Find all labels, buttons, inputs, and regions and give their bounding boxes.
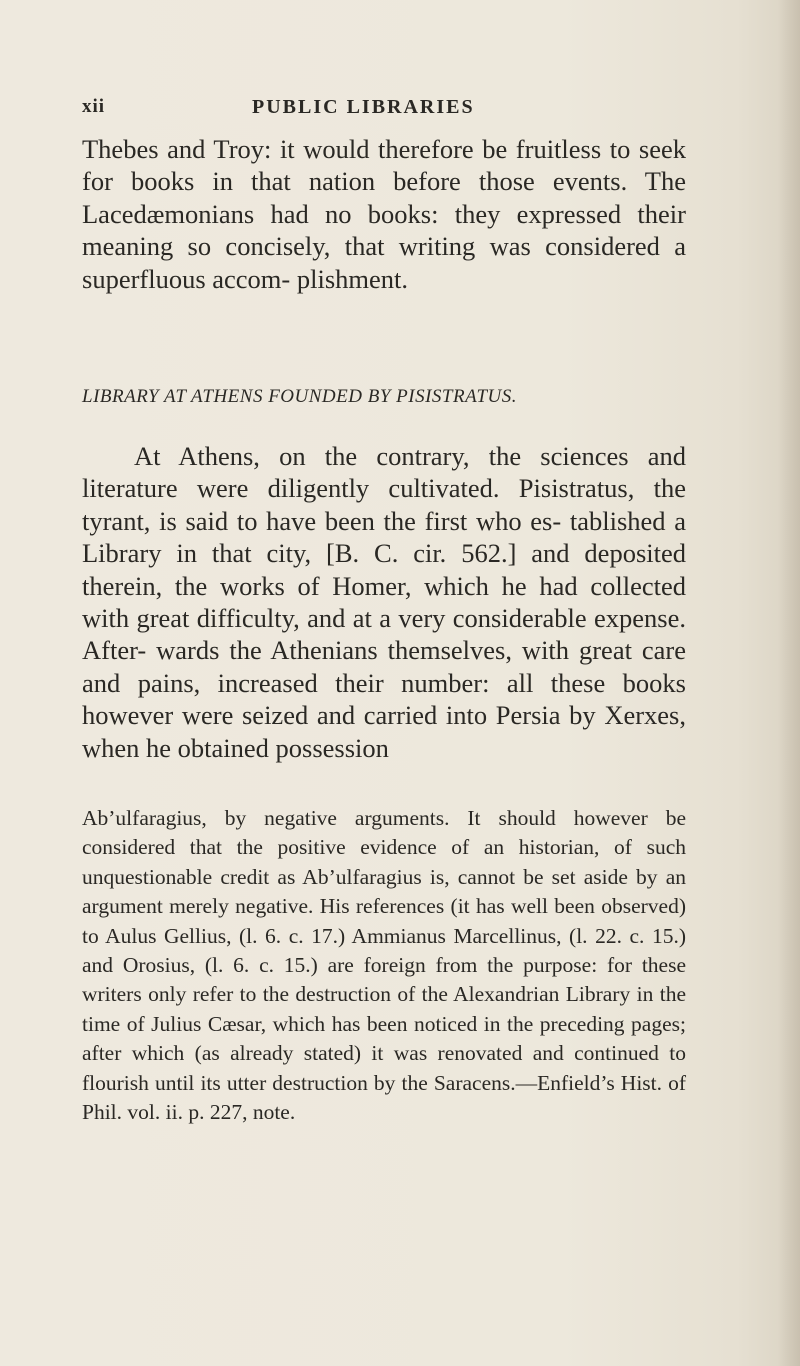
page-header [82,96,702,126]
running-head: PUBLIC LIBRARIES [252,96,475,118]
footnote: Ab’ulfaragius, by negative arguments. It should however be considered that the positive evidence of an historian, of such unquestionable credit as Ab’ulfaragius is, cannot be set aside by an argument merely negative. His references (it has well been observed) to Aulus Gellius, (l. 6. c. 17.) Ammianus Marcellinus, (l. 22. c. 15.) and Orosius, (l. 6. c. 15.) are foreign from the purpose: for these writers only refer to the destruction of the Alexandrian Library in the time of Julius Cæsar, which has been noticed in the preceding pages; after which (as already stated) it was renovated and continued to flourish until its utter destruction by the Saracens.—Enfield’s Hist. of Phil. vol. ii. p. 227, note. [82,806,686,1125]
section-heading: LIBRARY AT ATHENS FOUNDED BY PISISTRATUS. [82,386,518,407]
page-number: xii [82,96,106,117]
paragraph-athens: At Athens, on the contrary, the sciences and literature were diligently cultivated. Pisistratus, the tyrant, is said to have been the first who es- tablished a Library in that city, [B. C. cir. 562.] and deposited therein, the works of Homer, which he had collected with great difficulty, and at a very considerable expense. After- wards the Athenians themselves, with great care and pains, increased their number: all these books however were seized and carried into Persia by Xerxes, when he obtained possession [82,441,686,763]
paragraph-continuation: Thebes and Troy: it would therefore be fruitless to seek for books in that nation before those events. The Lacedæmonians had no books: they expressed their meaning so concisely, that writing was considered a superfluous accom- plishment. [82,134,686,294]
page-edge-shadow [778,0,800,1366]
